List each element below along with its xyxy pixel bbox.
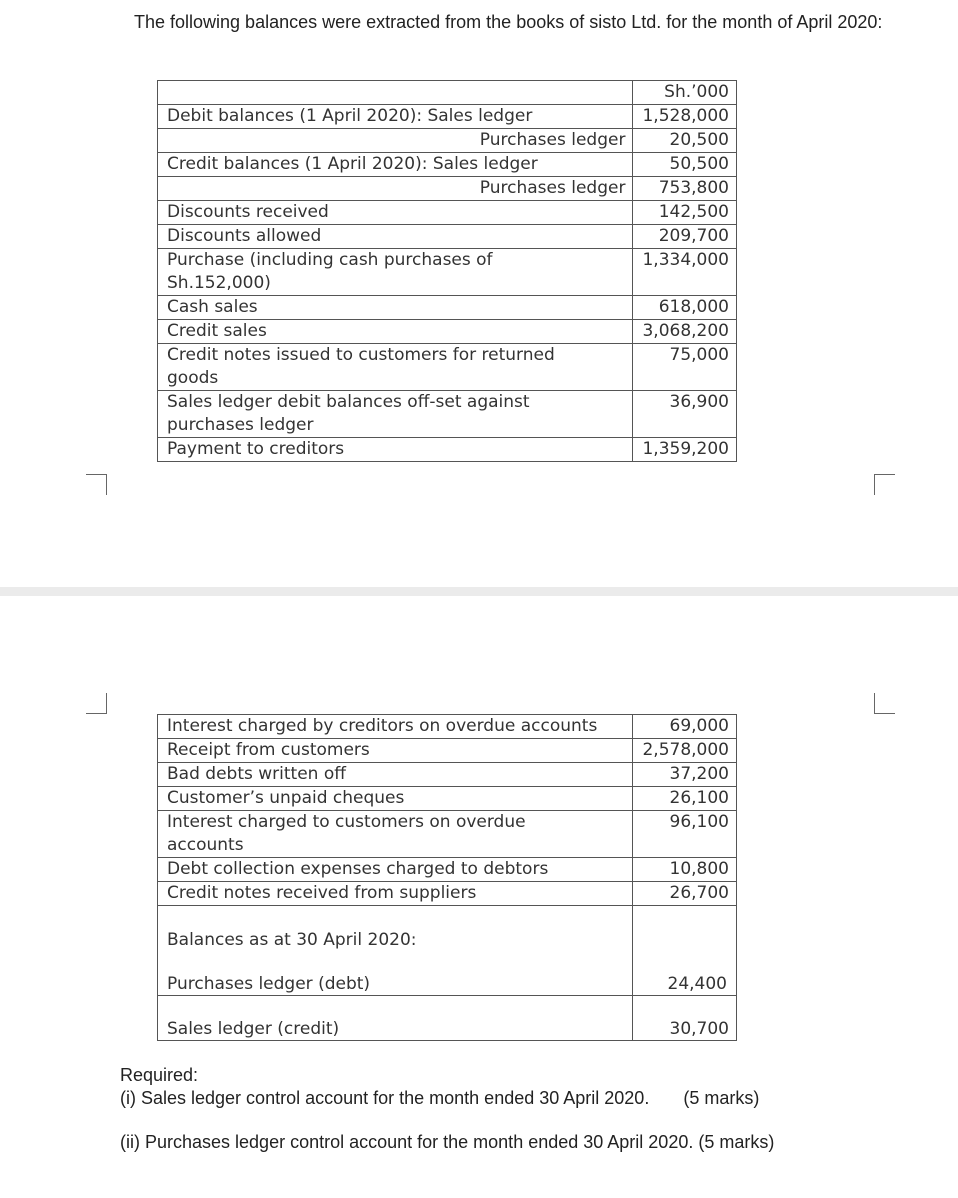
balances-block: [158, 906, 633, 996]
table-row: [158, 996, 737, 1041]
page-corner-mark: [874, 474, 895, 495]
row-value: 753,800: [633, 177, 737, 201]
spacer: [167, 951, 625, 973]
row-value: 96,100: [633, 811, 737, 858]
table-header-blank: [158, 81, 633, 105]
table-row: [158, 438, 737, 462]
row-label: Purchases ledger: [158, 129, 633, 153]
table-row: [158, 296, 737, 320]
balances-table-part-1: [157, 80, 737, 462]
purchases-ledger-label: Purchases ledger (debt): [167, 974, 371, 994]
table-row: [158, 882, 737, 906]
table-row: [158, 739, 737, 763]
table-row: [158, 105, 737, 129]
table-row: [158, 249, 737, 296]
row-label: Credit sales: [158, 320, 633, 344]
table-row: [158, 177, 737, 201]
row-value: 26,100: [633, 787, 737, 811]
row-label: Sales ledger debit balances off-set against purchases ledger: [158, 391, 633, 438]
required-heading: Required:: [120, 1065, 199, 1085]
row-value: 20,500: [633, 129, 737, 153]
row-value: 2,578,000: [633, 739, 737, 763]
row-label: Credit notes received from suppliers: [158, 882, 633, 906]
sales-ledger-value: 30,700: [633, 996, 737, 1041]
currency-header: Sh.’000: [633, 81, 737, 105]
row-value: 1,528,000: [633, 105, 737, 129]
table-row: [158, 858, 737, 882]
page-corner-mark: [874, 693, 895, 714]
row-label: Purchases ledger: [158, 177, 633, 201]
table-row: [158, 391, 737, 438]
question-1-text: (i) Sales ledger control account for the month ended 30 April 2020.: [120, 1088, 650, 1108]
row-value: 3,068,200: [633, 320, 737, 344]
row-label: Payment to creditors: [158, 438, 633, 462]
row-label: Receipt from customers: [158, 739, 633, 763]
page-break-divider: [0, 587, 958, 596]
question-1: [120, 1087, 920, 1110]
row-value: 1,359,200: [633, 438, 737, 462]
purchases-ledger-value: 24,400: [633, 906, 737, 996]
table-row: [158, 763, 737, 787]
balances-heading: Balances as at 30 April 2020:: [167, 930, 417, 950]
table-row: [158, 811, 737, 858]
table-row: [158, 225, 737, 249]
row-value: 142,500: [633, 201, 737, 225]
page-corner-mark: [86, 693, 107, 714]
row-label: Discounts allowed: [158, 225, 633, 249]
table-row: [158, 129, 737, 153]
required-section: [120, 1064, 920, 1154]
sales-ledger-label: Sales ledger (credit): [158, 996, 633, 1041]
row-label: Interest charged to customers on overdue accounts: [158, 811, 633, 858]
row-value: 37,200: [633, 763, 737, 787]
row-value: 209,700: [633, 225, 737, 249]
row-label: Debt collection expenses charged to debtors: [158, 858, 633, 882]
row-label: Discounts received: [158, 201, 633, 225]
table-row: [158, 201, 737, 225]
row-label: Credit notes issued to customers for returned goods: [158, 344, 633, 391]
row-value: 36,900: [633, 391, 737, 438]
row-value: 69,000: [633, 715, 737, 739]
row-label: Bad debts written off: [158, 763, 633, 787]
row-value: 618,000: [633, 296, 737, 320]
row-value: 75,000: [633, 344, 737, 391]
question-1-marks: (5 marks): [683, 1088, 760, 1108]
balances-table-part-2: [157, 714, 737, 1041]
intro-paragraph: The following balances were extracted from the books of sisto Ltd. for the month of April 2020:: [134, 12, 883, 32]
row-value: 10,800: [633, 858, 737, 882]
table-row: [158, 787, 737, 811]
table-row: [158, 320, 737, 344]
row-label: Purchase (including cash purchases of Sh.152,000): [158, 249, 633, 296]
row-label: Credit balances (1 April 2020): Sales ledger: [158, 153, 633, 177]
row-value: 26,700: [633, 882, 737, 906]
row-value: 1,334,000: [633, 249, 737, 296]
table-row: [158, 715, 737, 739]
row-label: Debit balances (1 April 2020): Sales ledger: [158, 105, 633, 129]
row-value: 50,500: [633, 153, 737, 177]
row-label: Customer’s unpaid cheques: [158, 787, 633, 811]
row-label: Interest charged by creditors on overdue accounts: [158, 715, 633, 739]
table-row: [158, 906, 737, 996]
page-corner-mark: [86, 474, 107, 495]
table-row: [158, 344, 737, 391]
table-row: [158, 153, 737, 177]
row-label: Cash sales: [158, 296, 633, 320]
question-2: (ii) Purchases ledger control account for the month ended 30 April 2020. (5 marks): [120, 1132, 775, 1152]
